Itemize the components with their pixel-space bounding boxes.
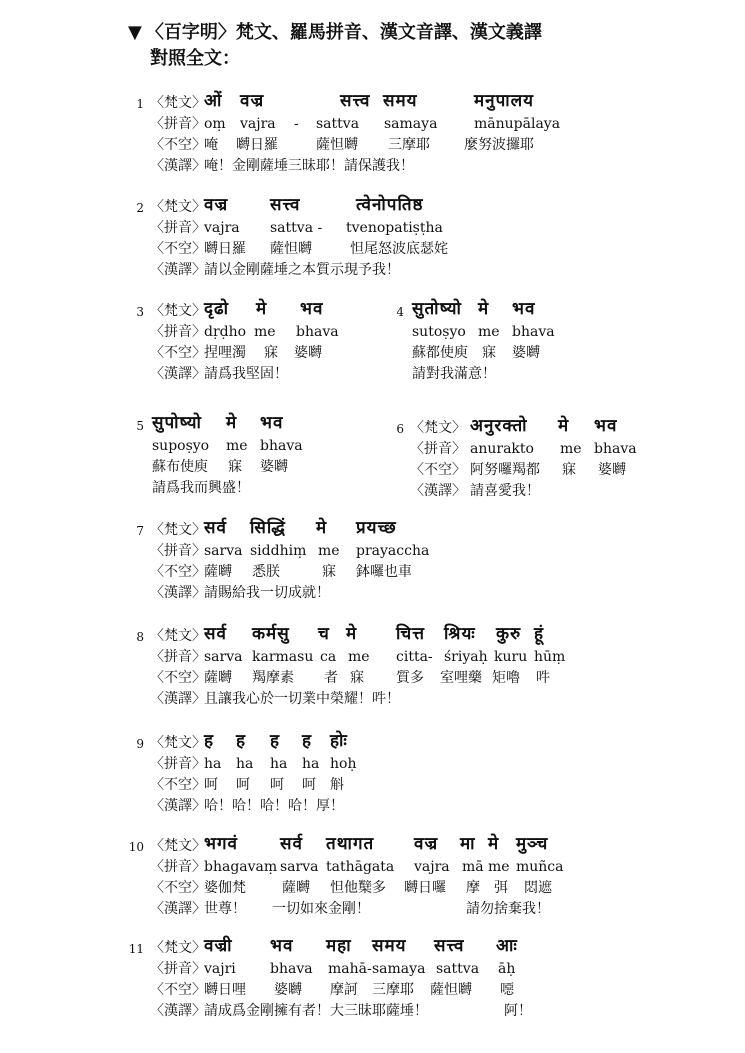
sanskrit-word: सत्त्व — [340, 91, 371, 111]
sanskrit-word: ह — [302, 731, 313, 751]
verse-1 — [136, 91, 561, 177]
romanized-word: āḥ — [498, 961, 516, 977]
sanskrit-word: मे — [316, 518, 328, 538]
romanized-word: tvenopatiṣṭha — [346, 220, 443, 236]
verse-row-bk — [150, 343, 322, 364]
verse-row-skt — [136, 91, 535, 114]
sanskrit-word: समय — [383, 91, 418, 111]
row-label-pin: 〈拼音〉 — [150, 961, 206, 977]
sanskrit-word: सिद्धिं — [250, 518, 286, 538]
transliteration-word: 寐 — [322, 564, 336, 580]
romanized-word: ha — [270, 756, 288, 772]
transliteration-word: 寐 — [264, 345, 278, 361]
transliteration-word: 者 — [324, 670, 338, 686]
verse-row-skt — [128, 936, 518, 959]
row-label-pin: 〈拼音〉 — [410, 441, 466, 457]
transliteration-word: 薩嚩 — [204, 670, 232, 686]
transliteration-word: 三摩耶 — [372, 982, 414, 998]
romanized-word: bhava — [594, 441, 637, 457]
transliteration-word: 矩嚕 — [492, 670, 520, 686]
sanskrit-word: चित्त — [396, 624, 425, 644]
row-label-pin: 〈拼音〉 — [150, 756, 206, 772]
transliteration-word: 麼努波攞耶 — [464, 137, 534, 153]
transliteration-word: 寐 — [228, 459, 242, 475]
sanskrit-word: मे — [558, 416, 570, 436]
romanized-word: supoṣyo — [152, 438, 210, 454]
verse-number: 2 — [136, 201, 144, 215]
sanskrit-word: महा — [326, 936, 352, 956]
transliteration-word: 寐 — [350, 670, 364, 686]
romanized-word: ha — [204, 756, 222, 772]
verse-row-bk — [150, 135, 534, 156]
transliteration-word: 蘇布使庾 — [152, 459, 208, 475]
transliteration-word: 呵 — [236, 777, 250, 793]
row-label-skt: 〈梵文〉 — [150, 95, 206, 111]
romanized-word: bhava — [512, 324, 555, 340]
row-label-hy: 〈漢譯〉 — [150, 262, 206, 278]
sanskrit-word: मनुपालय — [474, 91, 535, 111]
verse-row-hy — [150, 899, 550, 920]
verse-row-pin — [150, 647, 566, 668]
sanskrit-word: सुपोष्यो — [152, 413, 202, 433]
transliteration-word: 蘇都使庾 — [412, 345, 468, 361]
romanized-word: me — [478, 324, 500, 340]
translation-text: 請對我滿意！ — [412, 366, 496, 382]
verse-number: 11 — [128, 942, 144, 956]
translation-text: 且讓我心於一切業中榮耀！吽！ — [204, 691, 400, 707]
verse-row-pin — [150, 857, 564, 878]
verse-number: 8 — [136, 630, 144, 644]
transliteration-word: 摩 — [466, 880, 480, 896]
transliteration-word: 薩怛嚩 — [430, 982, 472, 998]
transliteration-word: 質多 — [396, 670, 424, 686]
sanskrit-word: वज्र — [204, 195, 229, 215]
sanskrit-word: मे — [346, 624, 358, 644]
transliteration-word: 呵 — [204, 777, 218, 793]
romanized-word: ha — [236, 756, 254, 772]
transliteration-word: 薩怛嚩 — [270, 241, 312, 257]
verse-row-skt — [396, 416, 618, 439]
verse-row-skt — [136, 299, 324, 322]
verse-row-skt — [136, 624, 545, 647]
verse-row-hy — [150, 156, 414, 177]
verse-number: 1 — [136, 97, 144, 111]
verse-row-hy — [150, 796, 344, 817]
row-label-skt: 〈梵文〉 — [150, 199, 206, 215]
romanized-word: me — [318, 543, 340, 559]
sanskrit-word: प्रयच्छ — [356, 518, 397, 538]
row-label-bk: 〈不空〉 — [150, 777, 206, 793]
sanskrit-word: भव — [260, 413, 284, 433]
sanskrit-word: सत्त्व — [434, 936, 465, 956]
transliteration-word: 呵 — [270, 777, 284, 793]
verse-3 — [136, 299, 339, 385]
verse-row-pin — [150, 322, 339, 343]
sanskrit-word: मा — [460, 834, 476, 854]
row-label-pin: 〈拼音〉 — [150, 116, 206, 132]
row-label-hy: 〈漢譯〉 — [150, 901, 206, 917]
transliteration-word: 悶遮 — [524, 880, 552, 896]
verse-7 — [136, 518, 430, 604]
verse-2 — [136, 195, 448, 281]
translation-text: 請勿捨棄我！ — [466, 901, 550, 917]
romanized-word: me — [560, 441, 582, 457]
verse-row-hy — [150, 260, 400, 281]
sanskrit-word: सर्व — [204, 624, 227, 644]
sanskrit-word: ओं — [204, 91, 223, 111]
translation-text: 一切如來金剛！ — [272, 901, 370, 917]
romanized-word: samaya — [384, 116, 438, 132]
transliteration-word: 室哩藥 — [440, 670, 482, 686]
sanskrit-word: हूं — [534, 624, 545, 644]
sanskrit-word: भव — [300, 299, 324, 319]
romanized-word: hoḥ — [330, 756, 357, 772]
row-label-pin: 〈拼音〉 — [150, 859, 206, 875]
romanized-word: kuru — [494, 649, 528, 665]
romanized-word: prayaccha — [356, 543, 430, 559]
verse-row-hy — [150, 1001, 532, 1022]
verse-11 — [128, 936, 532, 1022]
sanskrit-word: मे — [488, 834, 500, 854]
romanized-word: siddhiṃ — [250, 543, 307, 559]
transliteration-word: 婆伽梵 — [204, 880, 246, 896]
sanskrit-word: मे — [478, 299, 490, 319]
verse-number: 6 — [396, 422, 404, 436]
verse-row-hy — [150, 583, 330, 604]
transliteration-word: 悉朕 — [252, 564, 280, 580]
romanized-word: bhava — [270, 961, 313, 977]
heading — [128, 20, 542, 72]
row-label-hy: 〈漢譯〉 — [150, 366, 206, 382]
verse-row-pin — [410, 439, 637, 460]
transliteration-word: 婆嚩 — [598, 462, 626, 478]
verse-row-pin — [150, 541, 430, 562]
transliteration-word: 唵 — [204, 137, 218, 153]
sanskrit-word: च — [318, 624, 330, 644]
sanskrit-word: त्वेनोपतिष्ठ — [356, 195, 424, 215]
translation-text: 阿！ — [504, 1003, 532, 1019]
row-label-bk: 〈不空〉 — [410, 462, 466, 478]
transliteration-word: 嚩日囉 — [404, 880, 446, 896]
sanskrit-word: सर्व — [204, 518, 227, 538]
row-label-bk: 〈不空〉 — [150, 880, 206, 896]
sanskrit-word: वज्र — [240, 91, 265, 111]
sanskrit-word: होः — [330, 731, 348, 751]
sanskrit-word: भव — [512, 299, 536, 319]
romanized-word: sattva — [436, 961, 480, 977]
row-label-hy: 〈漢譯〉 — [150, 1003, 206, 1019]
romanized-word: citta- — [396, 649, 433, 665]
sanskrit-word: अनुरक्तो — [470, 416, 528, 436]
transliteration-word: 鉢囉也車 — [356, 564, 412, 580]
romanized-word: - — [294, 116, 299, 132]
romanized-word: samaya — [372, 961, 426, 977]
verse-10 — [128, 834, 564, 920]
transliteration-word: 寐 — [482, 345, 496, 361]
transliteration-word: 怛他櫱多 — [330, 880, 386, 896]
verse-row-bk — [150, 562, 412, 583]
translation-text: 世尊！ — [204, 901, 246, 917]
transliteration-word: 嚩日哩 — [204, 982, 246, 998]
sanskrit-word: मुञ्च — [516, 834, 549, 854]
transliteration-word: 嚩日羅 — [204, 241, 246, 257]
sanskrit-word: दृढो — [204, 299, 230, 319]
verse-number: 9 — [136, 737, 144, 751]
row-label-hy: 〈漢譯〉 — [150, 585, 206, 601]
transliteration-word: 婆嚩 — [260, 459, 288, 475]
sanskrit-word: मे — [256, 299, 268, 319]
transliteration-word: 婆嚩 — [512, 345, 540, 361]
romanized-word: me — [254, 324, 276, 340]
verse-6 — [396, 416, 637, 502]
romanized-word: oṃ — [204, 116, 226, 132]
sanskrit-word: आः — [496, 936, 518, 956]
sanskrit-word: भगवं — [204, 834, 238, 854]
romanized-word: mahā- — [328, 961, 372, 977]
sanskrit-word: समय — [372, 936, 407, 956]
sanskrit-word: मे — [226, 413, 238, 433]
translation-text: 唵！金剛薩埵三昧耶！請保護我！ — [204, 158, 414, 174]
translation-text: 請成爲金剛擁有者！大三昧耶薩埵！ — [204, 1003, 428, 1019]
transliteration-word: 斛 — [330, 777, 344, 793]
romanized-word: ca — [320, 649, 337, 665]
verse-number: 7 — [136, 524, 144, 538]
sanskrit-word: सर्व — [280, 834, 303, 854]
verse-row-skt — [136, 195, 424, 218]
verse-row-skt — [136, 731, 348, 754]
sanskrit-word: ह — [236, 731, 247, 751]
sanskrit-word: भव — [594, 416, 618, 436]
row-label-bk: 〈不空〉 — [150, 564, 206, 580]
row-label-pin: 〈拼音〉 — [150, 220, 206, 236]
verse-row-skt — [128, 834, 549, 857]
translation-text: 請喜愛我！ — [470, 483, 540, 499]
transliteration-word: 薩怛嚩 — [316, 137, 358, 153]
row-label-bk: 〈不空〉 — [150, 670, 206, 686]
verse-8 — [136, 624, 566, 710]
romanized-word: bhagavaṃ — [204, 859, 278, 875]
translation-text: 哈！哈！哈！哈！厚！ — [204, 798, 344, 814]
transliteration-word: 弭 — [494, 880, 508, 896]
romanized-word: mā — [462, 859, 484, 875]
romanized-word: sattva - — [270, 220, 323, 236]
row-label-hy: 〈漢譯〉 — [150, 158, 206, 174]
translation-text: 請爲我堅固！ — [204, 366, 288, 382]
transliteration-word: 寐 — [562, 462, 576, 478]
verse-row-hy — [410, 481, 540, 502]
translation-text: 請爲我而興盛！ — [152, 480, 250, 496]
romanized-word: bhava — [296, 324, 339, 340]
romanized-word: sattva — [316, 116, 360, 132]
transliteration-word: 摩訶 — [330, 982, 358, 998]
translation-text: 請賜給我一切成就！ — [204, 585, 330, 601]
row-label-skt: 〈梵文〉 — [150, 628, 206, 644]
transliteration-word: 薩嚩 — [204, 564, 232, 580]
heading-line2: 對照全文： — [150, 48, 240, 69]
romanized-word: vajri — [204, 961, 236, 977]
romanized-word: vajra — [204, 220, 240, 236]
sanskrit-word: ह — [204, 731, 215, 751]
sanskrit-word: कर्मसु — [252, 624, 290, 644]
romanized-word: sutoṣyo — [412, 324, 466, 340]
row-label-hy: 〈漢譯〉 — [410, 483, 466, 499]
romanized-word: sarva — [204, 543, 243, 559]
romanized-word: tathāgata — [326, 859, 395, 875]
transliteration-word: 三摩耶 — [388, 137, 430, 153]
verse-number: 3 — [136, 305, 144, 319]
verse-9 — [136, 731, 357, 817]
sanskrit-word: सत्त्व — [270, 195, 301, 215]
row-label-skt: 〈梵文〉 — [150, 735, 206, 751]
romanized-word: śriyaḥ — [444, 649, 488, 665]
row-label-hy: 〈漢譯〉 — [150, 798, 206, 814]
verse-row-hy — [150, 364, 288, 385]
transliteration-word: 阿努囉羯都 — [470, 462, 540, 478]
romanized-word: me — [226, 438, 248, 454]
romanized-word: vajra — [240, 116, 276, 132]
romanized-word: me — [348, 649, 370, 665]
romanized-word: muñca — [516, 859, 564, 875]
row-label-bk: 〈不空〉 — [150, 241, 206, 257]
row-label-bk: 〈不空〉 — [150, 982, 206, 998]
transliteration-word: 羯摩素 — [252, 670, 294, 686]
romanized-word: mānupālaya — [474, 116, 561, 132]
translation-text: 請以金剛薩埵之本質示現予我！ — [204, 262, 400, 278]
sanskrit-word: ह — [270, 731, 281, 751]
transliteration-word: 噁 — [500, 982, 514, 998]
row-label-skt: 〈梵文〉 — [150, 303, 206, 319]
row-label-skt: 〈梵文〉 — [150, 522, 206, 538]
romanized-word: vajra — [414, 859, 450, 875]
verse-row-hy — [150, 689, 400, 710]
verse-number: 4 — [396, 305, 404, 319]
row-label-pin: 〈拼音〉 — [150, 649, 206, 665]
sanskrit-word: तथागत — [326, 834, 375, 854]
transliteration-word: 捏哩濁 — [204, 345, 246, 361]
verse-number: 5 — [136, 419, 144, 433]
romanized-word: bhava — [260, 438, 303, 454]
transliteration-word: 嚩日羅 — [236, 137, 278, 153]
romanized-word: sarva — [280, 859, 319, 875]
romanized-word: ha — [302, 756, 320, 772]
row-label-hy: 〈漢譯〉 — [150, 691, 206, 707]
row-label-skt: 〈梵文〉 — [150, 940, 206, 956]
verse-row-pin — [150, 959, 516, 980]
sanskrit-word: कुरु — [496, 624, 522, 644]
romanized-word: dṛḍho — [204, 324, 247, 340]
verse-row-bk — [150, 775, 344, 796]
transliteration-word: 薩嚩 — [282, 880, 310, 896]
triangle-down-icon: ▼ — [128, 22, 142, 43]
romanized-word: me — [488, 859, 510, 875]
row-label-bk: 〈不空〉 — [150, 137, 206, 153]
romanized-word: hūṃ — [534, 649, 566, 665]
row-label-bk: 〈不空〉 — [150, 345, 206, 361]
sanskrit-word: श्रियः — [444, 624, 476, 644]
transliteration-word: 婆嚩 — [274, 982, 302, 998]
verse-number: 10 — [128, 840, 144, 854]
sanskrit-word: वज्री — [204, 936, 233, 956]
verse-row-bk — [150, 239, 448, 260]
verse-row-bk — [410, 460, 626, 481]
transliteration-word: 吽 — [536, 670, 550, 686]
row-label-skt: 〈梵文〉 — [410, 420, 466, 436]
verse-row-skt — [136, 518, 397, 541]
sanskrit-word: सुतोष्यो — [412, 299, 462, 319]
transliteration-word: 怛尾怒波底瑟姹 — [350, 241, 448, 257]
romanized-word: karmasu — [252, 649, 314, 665]
verse-row-bk — [150, 878, 552, 899]
verse-row-bk — [150, 668, 550, 689]
romanized-word: anurakto — [470, 441, 534, 457]
verse-row-pin — [150, 754, 357, 775]
verse-row-pin — [150, 114, 561, 135]
romanized-word: sarva — [204, 649, 243, 665]
transliteration-word: 呵 — [302, 777, 316, 793]
heading-line1: 〈百字明〉梵文、羅馬拼音、漢文音譯、漢文義譯 — [145, 22, 542, 43]
row-label-pin: 〈拼音〉 — [150, 543, 206, 559]
transliteration-word: 婆嚩 — [294, 345, 322, 361]
verse-row-bk — [150, 980, 514, 1001]
row-label-pin: 〈拼音〉 — [150, 324, 206, 340]
row-label-skt: 〈梵文〉 — [150, 838, 206, 854]
sanskrit-word: वज्र — [414, 834, 439, 854]
verse-row-pin — [150, 218, 443, 239]
sanskrit-word: भव — [270, 936, 294, 956]
